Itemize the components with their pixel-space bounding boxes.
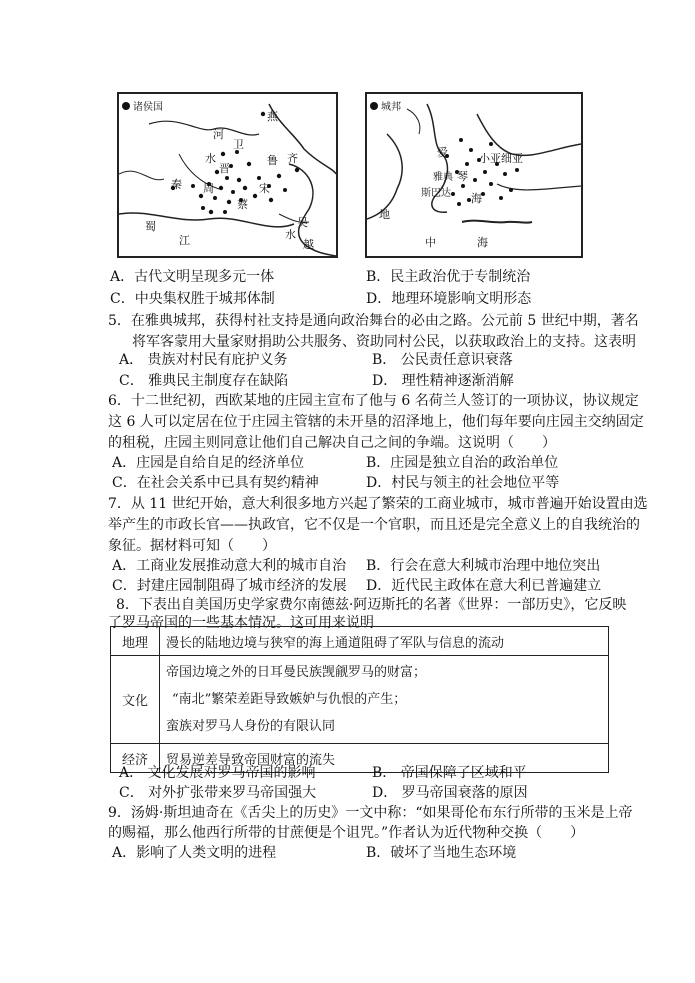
- place-qin-sea: 琴: [457, 170, 468, 183]
- table-cell-economy: 贸易逆差导致帝国财富的流失: [160, 744, 609, 773]
- place-ai: 爱: [437, 146, 448, 159]
- q6-option-d[interactable]: D．村民与领主的社会地位平等: [366, 475, 560, 491]
- map-city-legend: [370, 98, 401, 113]
- q6-stem-line-1: 6．十二世纪初，西欧某地的庄园主宣布了他与 6 名荷兰人签订的一项协议，协议规定: [108, 393, 639, 409]
- place-shui-2: 水: [285, 228, 296, 241]
- q8-option-b[interactable]: B． 帝国保障了区域和平: [372, 765, 527, 781]
- culture-line-1: 帝国边境之外的日耳曼民族觊觎罗马的财富；: [166, 665, 427, 680]
- map-city-states-drawing: [367, 94, 581, 256]
- table-head-culture: 文化: [111, 656, 160, 744]
- q4-option-a[interactable]: A．古代文明呈现多元一体: [110, 269, 275, 285]
- place-di: 地: [379, 208, 390, 221]
- q6-stem-line-2: 这 6 人可以定居在位于庄园主管辖的未开垦的沼泽地上，他们每年要向庄园主交纳固定: [108, 414, 644, 430]
- q7-stem-line-3: 象征。据材料可知（ ）: [108, 538, 276, 554]
- legend-dot-icon: [370, 102, 378, 110]
- place-wu: 吴: [297, 216, 308, 229]
- q5-option-b[interactable]: B． 公民责任意识衰落: [372, 352, 513, 368]
- q7-option-a[interactable]: A．工商业发展推动意大利的城市自治: [112, 558, 347, 574]
- q7-stem-line-2: 举产生的市政长官——执政官，它不仅是一个官职，而且还是完全意义上的自我统治的: [108, 517, 640, 533]
- q5-option-d[interactable]: D． 理性精神逐渐消解: [372, 373, 514, 389]
- table-cell-culture: [160, 656, 609, 744]
- map-feudal-legend: [122, 98, 163, 113]
- table-head-geography: 地理: [111, 627, 160, 656]
- q8-option-a[interactable]: A． 文化发展对罗马帝国的影响: [119, 765, 316, 781]
- rome-info-table: [110, 626, 609, 773]
- table-cell-geography: 漫长的陆地边境与狭窄的海上通道阻碍了军队与信息的流动: [160, 627, 609, 656]
- place-song: 宋: [259, 182, 270, 195]
- map-feudal-states: [117, 92, 338, 258]
- place-qi: 齐: [287, 152, 298, 165]
- map-city-legend-text: 城邦: [381, 102, 401, 113]
- place-shu: 蜀: [145, 220, 156, 233]
- q9-option-b[interactable]: B．破坏了当地生态环境: [366, 845, 517, 861]
- place-asia-minor: 小亚细亚: [479, 152, 523, 165]
- q7-option-d[interactable]: D．近代民主政体在意大利已普遍建立: [366, 578, 602, 594]
- map-feudal-legend-text: 诸侯国: [133, 102, 163, 113]
- q7-option-b[interactable]: B．行会在意大利城市治理中地位突出: [366, 558, 601, 574]
- place-jiang: 江: [179, 234, 190, 247]
- place-jin: 晋: [219, 162, 230, 175]
- place-hai-2: 海: [477, 236, 488, 249]
- place-yue: 越: [303, 238, 314, 251]
- culture-line-3: 蛮族对罗马人身份的有限认同: [166, 719, 336, 734]
- culture-line-2: “南北”繁荣差距导致嫉妒与仇恨的产生；: [172, 692, 407, 707]
- legend-dot-icon: [122, 102, 130, 110]
- place-zhong: 中: [425, 236, 436, 249]
- place-he: 河: [213, 128, 224, 141]
- place-yan: 燕: [267, 110, 278, 123]
- table-head-economy: 经济: [111, 744, 160, 773]
- place-zhou: 周: [203, 182, 214, 195]
- q8-option-d[interactable]: D． 罗马帝国衰落的原因: [372, 785, 528, 801]
- q8-option-c[interactable]: C． 对外扩张带来罗马帝国强大: [119, 785, 317, 801]
- q7-stem-line-1: 7．从 11 世纪开始，意大利很多地方兴起了繁荣的工商业城市，城市普遍开始设置由选: [108, 496, 648, 512]
- q5-option-a[interactable]: A． 贵族对村民有庇护义务: [119, 352, 288, 368]
- place-cai: 蔡: [237, 198, 248, 211]
- table-row-geography: [111, 627, 609, 656]
- place-hai-1: 海: [471, 192, 482, 205]
- q9-stem-line-1: 9．汤姆·斯坦迪奇在《舌尖上的历史》一文中称：“如果哥伦布东行所带的玉米是上帝: [108, 805, 633, 821]
- q5-option-c[interactable]: C． 雅典民主制度存在缺陷: [119, 373, 289, 389]
- q9-stem-line-2: 的赐福，那么他西行所带的甘蔗便是个诅咒。”作者认为近代物种交换（ ）: [108, 825, 585, 841]
- table-row-culture: [111, 656, 609, 744]
- q6-stem-line-3: 的租税，庄园主则同意让他们自己解决自己之间的争端。这说明（ ）: [108, 435, 556, 451]
- q6-option-b[interactable]: B．庄园是独立自治的政治单位: [366, 455, 559, 471]
- q4-option-d[interactable]: D．地理环境影响文明形态: [366, 291, 532, 307]
- q5-stem-line-1: 5．在雅典城邦，获得村社支持是通向政治舞台的必由之路。公元前 5 世纪中期，著名: [108, 313, 639, 329]
- q8-stem-line-2: 了罗马帝国的一些基本情况。这可用来说明: [108, 615, 374, 631]
- place-qin: 秦: [171, 178, 182, 191]
- map-city-states: [365, 92, 583, 258]
- place-sparta: 斯巴达: [421, 188, 451, 199]
- q8-stem-line-1: 8．下表出自美国历史学家费尔南德兹·阿迈斯托的名著《世界：一部历史》，它反映: [116, 597, 627, 613]
- q6-option-c[interactable]: C．在社会关系中已具有契约精神: [112, 475, 319, 491]
- q6-option-a[interactable]: A．庄园是自给自足的经济单位: [112, 455, 305, 471]
- place-lu: 鲁: [267, 154, 278, 167]
- q4-option-b[interactable]: B．民主政治优于专制统治: [366, 269, 531, 285]
- q5-stem-line-2: 将军客蒙用大量家财捐助公共服务、资助同村公民，以获取政治上的支持。这表明: [132, 334, 636, 350]
- q4-option-c[interactable]: C．中央集权胜于城邦体制: [110, 291, 275, 307]
- place-athens: 雅典: [433, 172, 453, 183]
- q7-option-c[interactable]: C．封建庄园制阻碍了城市经济的发展: [112, 578, 347, 594]
- place-wei: 卫: [233, 138, 244, 151]
- q9-option-a[interactable]: A．影响了人类文明的进程: [112, 845, 277, 861]
- place-shui-1: 水: [205, 152, 216, 165]
